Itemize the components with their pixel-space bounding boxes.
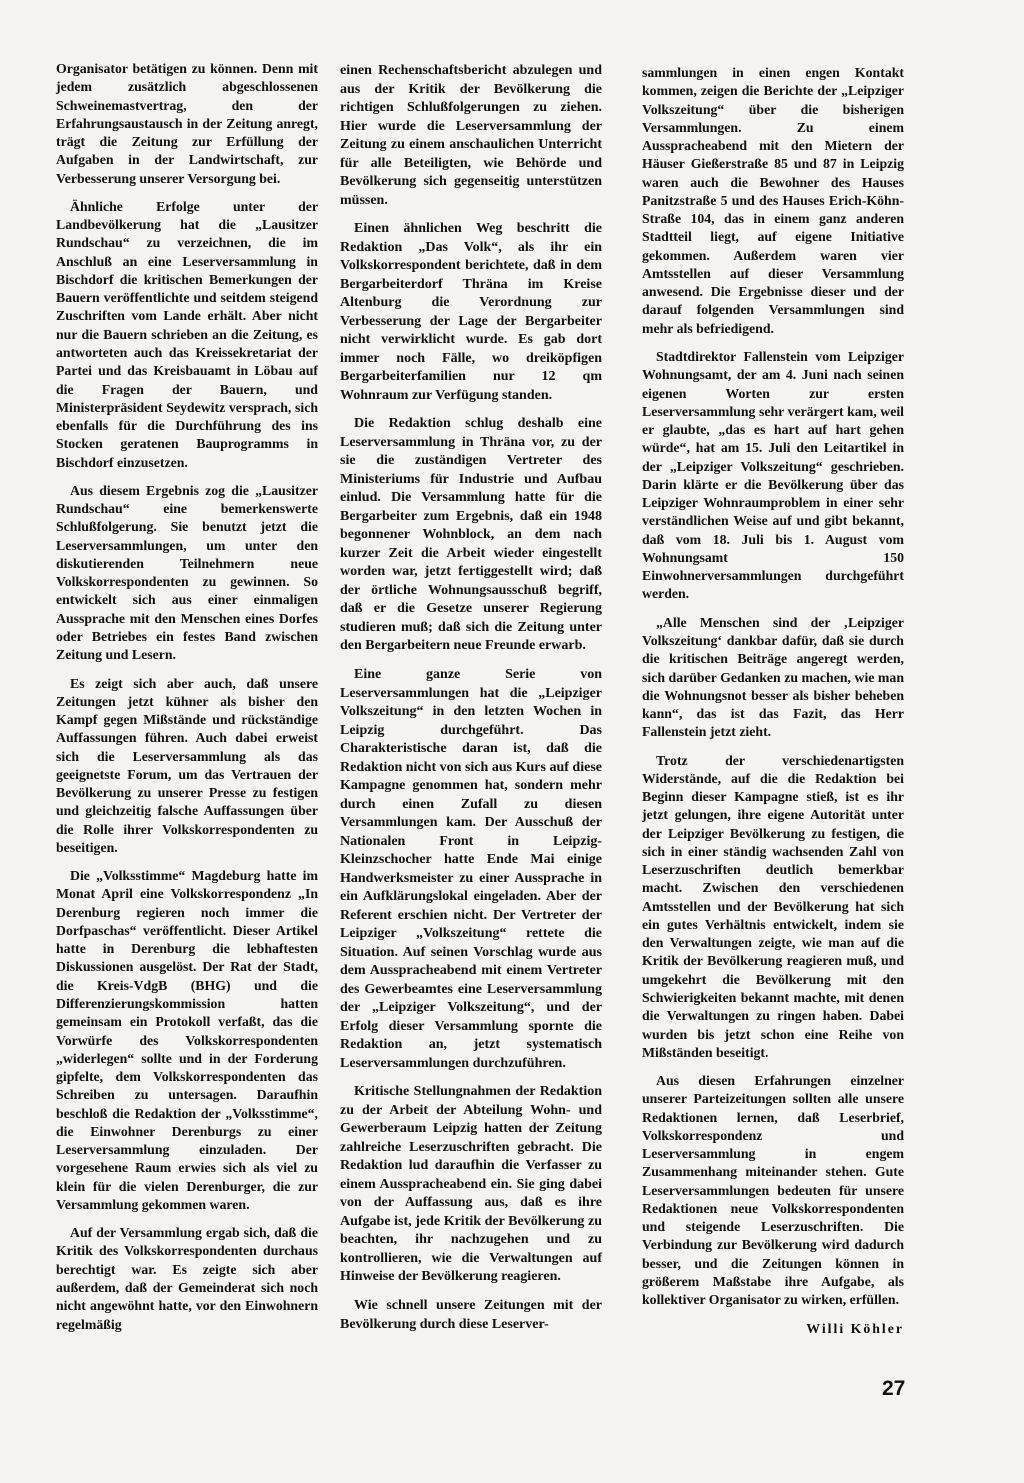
paragraph: Aus diesen Erfahrungen einzelner unserer Parteizeitungen sollten alle unsere Redaktionen lernen, daß Leserbrief, Volkskorrespondenz und Leserversammlung in engem Zusammenhang miteinander stehen. Gute Leserversammlungen bedeuten für unsere Redaktionen neue Volkskorrespondenten und steigende Leserzuschriften. Die Verbindung zur Bevölkerung wird dadurch besser, und die Zeitungen können in größerem Maßstabe ihre Aufgabe, als kollektiver Organisator zu wirken, erfüllen.	[642, 1073, 904, 1308]
text-column-2	[340, 62, 602, 1344]
paragraph: Wie schnell unsere Zeitungen mit der Bevölkerung durch diese Leserver-	[340, 1298, 602, 1332]
paragraph: Einen ähnlichen Weg beschritt die Redaktion „Das Volk“, als ihr ein Volkskorrespondent berichtete, daß in dem Bergarbeiterdorf Thräna im Kreise Altenburg die Verordnung zur Verbesserung der Lage der Bergarbeiter nicht verwirklicht wurde. Es gab dort immer noch Fälle, wo dreiköpfigen Bergarbeiterfamilien nur 12 qm Wohnraum zur Verfügung standen.	[340, 221, 602, 403]
text-column-3	[642, 64, 904, 1348]
author-signature: Willi Köhler	[806, 1320, 904, 1336]
paragraph: „Alle Menschen sind der ‚Leipziger Volkszeitung‘ dankbar dafür, daß sie durch die kritischen Beiträge angeregt werden, sich darüber Gedanken zu machen, wie man die Wohnungsnot besser als bisher beheben kann“, das ist das Fazit, das Herr Fallenstein jetzt zieht.	[642, 614, 904, 740]
paragraph: Die „Volksstimme“ Magdeburg hatte im Monat April eine Volkskorrespondenz „In Derenburg regieren noch immer die Dorfpaschas“ veröffentlicht. Dieser Artikel hatte in Derenburg die lebhaftesten Diskussionen ausgelöst. Der Rat der Stadt, die Kreis-VdgB (BHG) und die Differenzierungskommission hatten gemeinsam ein Protokoll verfaßt, das die Vorwürfe des Volkskorrespondenten „widerlegen“ sollte und in der Forderung gipfelte, dem Volkskorrespondenten das Schreiben zu untersagen. Daraufhin beschloß die Redaktion der „Volksstimme“, die Einwohner Derenburgs zu einer Leserversammlung einzuladen. Der vorgesehene Raum erwies sich als viel zu klein für die vielen Derenburger, die zur Versammlung gekommen waren.	[56, 868, 318, 1212]
paragraph: Die Redaktion schlug deshalb eine Leserversammlung in Thräna vor, zu der sie die zuständigen Vertreter des Ministeriums für Industrie und Aufbau einlud. Die Versammlung hatte für die Bergarbeiter zum Ergebnis, daß ein 1948 begonnener Wohnblock, an dem nach kurzer Zeit die Arbeit wieder eingestellt worden war, jetzt fertiggestellt wird; daß der örtliche Wohnungsausschuß begriff, daß er die Gesetze unserer Regierung studieren muß; daß sich die Zeitung unter den Bergarbeitern neue Freunde erwarb.	[340, 416, 602, 654]
paragraph: Organisator betätigen zu können. Denn mit jedem zusätzlich abgeschlossenen Schweinemastvertrag, den der Erfahrungsaustausch in der Zeitung anregt, trägt die Zeitung zur Erfüllung der Aufgaben in der Landwirtschaft, zur Verbesserung unserer Versorgung bei.	[56, 61, 318, 186]
paragraph: Aus diesem Ergebnis zog die „Lausitzer Rundschau“ eine bemerkenswerte Schlußfolgerung. Sie benutzt jetzt die Leserversammlungen, um unter den diskutierenden Teilnehmern neue Volkskorrespondenten zu gewinnen. So entwickelt sich aus einer einmaligen Aussprache mit den Menschen eines Dorfes oder Betriebes ein festes Band zwischen Zeitung und Lesern.	[56, 482, 318, 663]
page-number: 27	[882, 1377, 906, 1400]
paragraph: Es zeigt sich aber auch, daß unsere Zeitungen jetzt kühner als bisher den Kampf gegen Mißstände und rückständige Auffassungen führen. Auch dabei erweist sich die Leserversammlung als das geeignetste Forum, um das Vertrauen der Bevölkerung zu unserer Presse zu festigen und gleichzeitig falsche Auffassungen über die Rolle ihrer Volkskorrespondenten zu beseitigen.	[56, 675, 318, 855]
paragraph: Eine ganze Serie von Leserversammlungen hat die „Leipziger Volkszeitung“ in den letzten Wochen in Leipzig durchgeführt. Das Charakteristische daran ist, daß die Redaktion nicht von sich aus Kurs auf diese Kampagne genommen hat, sondern mehr durch einen Zufall zu diesen Versammlungen kam. Der Ausschuß der Nationalen Front in Leipzig-Kleinzschocher hatte Ende Mai einige Handwerksmeister zu einer Aussprache in ein Aufklärungslokal eingeladen. Aber der Referent erschien nicht. Der Vertreter der Leipziger „Volkszeitung“ rettete die Situation. Auf seinen Vorschlag wurde aus dem Ausspracheabend mit einem Vertreter des Gewerbeamtes eine Leserversammlung der „Leipziger Volkszeitung“, und der Erfolg dieser Versammlung spornte die Redaktion an, jetzt systematisch Leserversammlungen durchzuführen.	[340, 666, 602, 1071]
paragraph: Trotz der verschiedenartigsten Widerstände, auf die die Redaktion bei Beginn dieser Kampagne stieß, ist es ihr jetzt gelungen, ihre eigene Autorität unter der Leipziger Bevölkerung zu festigen, die sich in einer ständig wachsenden Zahl von Leserzuschriften deutlich bemerkbar macht. Zwischen den verschiedenen Amtsstellen und der Bevölkerung hat sich ein gutes Verhältnis entwickelt, indem sie den Verwaltungen zeigte, wie man auf die Kritik der Bevölkerung reagieren muß, und umgekehrt die Bevölkerung mit den Schwierigkeiten bekannt machte, mit denen die Verwaltungen zu ringen haben. Dabei wurden bis jetzt schon eine Reihe von Mißständen beseitigt.	[642, 752, 904, 1060]
paragraph: Ähnliche Erfolge unter der Landbevölkerung hat die „Lausitzer Rundschau“ zu verzeichnen, die im Anschluß an eine Leserversammlung in Bischdorf die kritischen Bemerkungen der Bauern veröffentlichte und seitdem steigend Zuschriften vom Lande erhält. Aber nicht nur die Bauern schrieben an die Zeitung, es antworteten auch das Kreissekretariat der Partei und das Kreisbauamt in Löbau auf die Fragen der Bauern, und Ministerpräsident Seydewitz versprach, sich ebenfalls für die Durchführung des ins Stocken geratenen Bauprogramms in Bischdorf einzusetzen.	[56, 198, 318, 470]
paragraph: Auf der Versammlung ergab sich, daß die Kritik des Volkskorrespondenten durchaus berechtigt war. Es zeigte sich aber außerdem, daß der Gemeinderat sich noch nicht angewöhnt hatte, vor den Einwohnern regelmäßig	[56, 1225, 318, 1332]
paragraph: Stadtdirektor Fallenstein vom Leipziger Wohnungsamt, der am 4. Juni nach seinen eigenen Worten zur ersten Leserversammlung sehr verärgert kam, weil er glaubte, „das es hart auf hart gehen würde“, hat am 15. Juli den Leitartikel in der „Leipziger Volkszeitung“ geschrieben. Darin klärte er die Bevölkerung über das Leipziger Wohnraumproblem in einer sehr verständlichen Weise auf und gibt bekannt, daß vom 18. Juli bis 1. August vom Wohnungsamt 150 Einwohnerversammlungen durchgeführt werden.	[642, 348, 904, 602]
text-column-1	[56, 60, 318, 1344]
paragraph: einen Rechenschaftsbericht abzulegen und aus der Kritik der Bevölkerung die richtigen Schlußfolgerungen zu ziehen. Hier wurde die Leserversammlung der Zeitung zu einem anschaulichen Unterricht für alle Beteiligten, wie Behörde und Bevölkerung sich gegenseitig unterstützen müssen.	[340, 63, 602, 208]
paragraph: sammlungen in einen engen Kontakt kommen, zeigen die Berichte der „Leipziger Volkszeitung“ über die bisherigen Versammlungen. Zu einem Ausspracheabend mit den Mietern der Häuser Gießerstraße 85 und 87 in Leipzig waren auch die Bewohner des Hauses Panitzstraße 5 und des Hauses Erich-Köhn-Straße 104, das in einem ganz anderen Stadtteil liegt, auf eigene Initiative gekommen. Außerdem waren vier Amtsstellen auf dieser Versammlung anwesend. Die Ergebnisse dieser und der darauf folgenden Versammlungen sind mehr als befriedigend.	[642, 65, 904, 336]
paragraph: Kritische Stellungnahmen der Redaktion zu der Arbeit der Abteilung Wohn- und Gewerberaum Leipzig hatten der Zeitung zahlreiche Leserzuschriften gebracht. Die Redaktion lud daraufhin die Verfasser zu einem Ausspracheabend ein. Sie ging dabei von der Auffassung aus, daß es ihre Aufgabe ist, jede Kritik der Bevölkerung zu beachten, ihr nachzugehen und zu kontrollieren, wie die Verwaltungen auf Hinweise der Bevölkerung reagieren.	[340, 1084, 602, 1285]
